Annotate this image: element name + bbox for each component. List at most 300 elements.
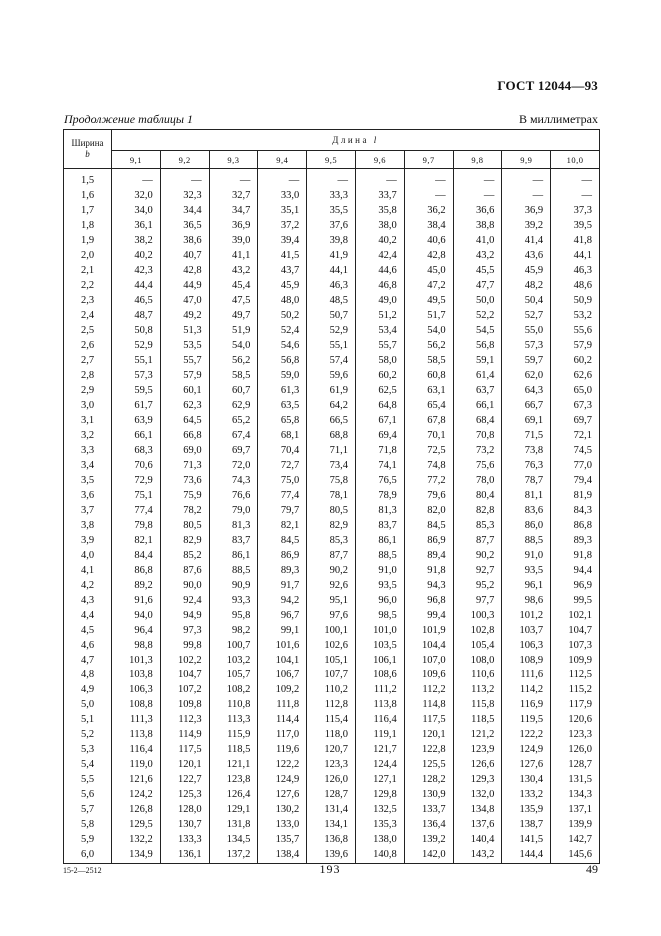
area-value-cell: 98,5 <box>355 609 404 624</box>
area-value-cell: 134,9 <box>112 848 161 863</box>
width-value-cell: 3,2 <box>64 429 112 444</box>
area-value-cell: 80,5 <box>307 504 356 519</box>
area-value-cell: 85,3 <box>307 534 356 549</box>
table-row <box>64 219 600 234</box>
area-value-cell: 57,3 <box>502 339 551 354</box>
area-value-cell: 120,1 <box>160 758 209 773</box>
area-value-cell: 71,8 <box>355 444 404 459</box>
area-value-cell: 39,5 <box>551 219 600 234</box>
area-value-cell: 35,1 <box>258 204 307 219</box>
area-value-cell: 108,2 <box>209 683 258 698</box>
area-value-cell: 33,3 <box>307 189 356 204</box>
area-value-cell: 107,2 <box>160 683 209 698</box>
area-value-cell: 99,5 <box>551 594 600 609</box>
area-value-cell: 37,3 <box>551 204 600 219</box>
area-value-cell: 94,0 <box>112 609 161 624</box>
area-value-cell: 32,3 <box>160 189 209 204</box>
area-value-cell: 126,4 <box>209 788 258 803</box>
area-value-cell: 50,2 <box>258 309 307 324</box>
length-column-header: 9,9 <box>502 151 551 169</box>
area-value-cell: 111,8 <box>258 698 307 713</box>
area-value-cell: 97,7 <box>453 594 502 609</box>
table-row <box>64 564 600 579</box>
area-value-cell: 72,5 <box>404 444 453 459</box>
area-value-cell: 121,2 <box>453 728 502 743</box>
area-value-cell: 78,7 <box>502 474 551 489</box>
length-column-header: 9,5 <box>307 151 356 169</box>
width-value-cell: 2,2 <box>64 279 112 294</box>
area-value-cell: 117,5 <box>160 743 209 758</box>
area-value-cell: 68,4 <box>453 414 502 429</box>
area-value-cell: 98,2 <box>209 624 258 639</box>
area-value-cell: 43,6 <box>502 249 551 264</box>
area-value-cell: 33,0 <box>258 189 307 204</box>
area-value-cell: 116,4 <box>112 743 161 758</box>
area-value-cell: 124,9 <box>258 773 307 788</box>
area-value-cell: 95,1 <box>307 594 356 609</box>
area-value-cell: 79,8 <box>112 519 161 534</box>
table-row <box>64 818 600 833</box>
area-value-cell: 75,6 <box>453 459 502 474</box>
area-value-cell: 137,1 <box>551 803 600 818</box>
area-value-cell: — <box>112 169 161 189</box>
area-value-cell: 108,0 <box>453 654 502 669</box>
area-value-cell: 94,9 <box>160 609 209 624</box>
area-value-cell: 129,5 <box>112 818 161 833</box>
area-value-cell: 41,0 <box>453 234 502 249</box>
area-value-cell: 129,1 <box>209 803 258 818</box>
area-value-cell: 66,7 <box>502 399 551 414</box>
area-value-cell: 86,9 <box>404 534 453 549</box>
area-value-cell: 96,8 <box>404 594 453 609</box>
area-value-cell: — <box>160 169 209 189</box>
area-value-cell: 125,5 <box>404 758 453 773</box>
table-row <box>64 579 600 594</box>
page-number: 49 <box>586 862 598 876</box>
area-value-cell: 134,1 <box>307 818 356 833</box>
area-value-cell: 48,7 <box>112 309 161 324</box>
area-value-cell: 91,0 <box>502 549 551 564</box>
area-value-cell: 51,9 <box>209 324 258 339</box>
area-value-cell: 116,4 <box>355 713 404 728</box>
area-value-cell: 128,7 <box>551 758 600 773</box>
length-header-symbol: l <box>373 135 379 145</box>
area-value-cell: — <box>502 169 551 189</box>
width-value-cell: 4,5 <box>64 624 112 639</box>
area-value-cell: 64,3 <box>502 384 551 399</box>
area-value-cell: 62,0 <box>502 369 551 384</box>
area-value-cell: 59,7 <box>502 354 551 369</box>
area-value-cell: 127,6 <box>502 758 551 773</box>
area-value-cell: 127,6 <box>258 788 307 803</box>
area-value-cell: 82,8 <box>453 504 502 519</box>
area-value-cell: 99,4 <box>404 609 453 624</box>
area-value-cell: 71,5 <box>502 429 551 444</box>
area-value-cell: 54,0 <box>209 339 258 354</box>
area-value-cell: 135,7 <box>258 833 307 848</box>
table-row <box>64 504 600 519</box>
area-value-cell: 43,7 <box>258 264 307 279</box>
table-row <box>64 354 600 369</box>
length-column-header: 10,0 <box>551 151 600 169</box>
area-value-cell: 35,8 <box>355 204 404 219</box>
area-value-cell: 66,5 <box>307 414 356 429</box>
area-value-cell: 37,2 <box>258 219 307 234</box>
area-value-cell: 139,9 <box>551 818 600 833</box>
area-value-cell: 142,0 <box>404 848 453 863</box>
area-value-cell: 145,6 <box>551 848 600 863</box>
width-value-cell: 5,4 <box>64 758 112 773</box>
table-row <box>64 429 600 444</box>
length-column-header: 9,6 <box>355 151 404 169</box>
area-value-cell: 113,8 <box>355 698 404 713</box>
area-value-cell: 101,6 <box>258 639 307 654</box>
area-value-cell: 133,0 <box>258 818 307 833</box>
table-row <box>64 169 600 189</box>
area-value-cell: 89,3 <box>551 534 600 549</box>
width-value-cell: 4,7 <box>64 654 112 669</box>
width-value-cell: 2,4 <box>64 309 112 324</box>
width-value-cell: 3,6 <box>64 489 112 504</box>
area-value-cell: 59,6 <box>307 369 356 384</box>
area-value-cell: 46,3 <box>551 264 600 279</box>
area-value-cell: 82,9 <box>160 534 209 549</box>
area-value-cell: 72,9 <box>112 474 161 489</box>
area-value-cell: 53,5 <box>160 339 209 354</box>
area-value-cell: 80,5 <box>160 519 209 534</box>
area-value-cell: 56,2 <box>209 354 258 369</box>
area-value-cell: 92,4 <box>160 594 209 609</box>
area-value-cell: 134,8 <box>453 803 502 818</box>
area-value-cell: 36,6 <box>453 204 502 219</box>
area-value-cell: 49,5 <box>404 294 453 309</box>
area-value-cell: 60,1 <box>160 384 209 399</box>
area-value-cell: 47,7 <box>453 279 502 294</box>
area-value-cell: 129,8 <box>355 788 404 803</box>
table-row <box>64 369 600 384</box>
area-value-cell: 34,7 <box>209 204 258 219</box>
area-value-cell: 102,2 <box>160 654 209 669</box>
area-value-cell: 59,0 <box>258 369 307 384</box>
area-value-cell: 105,1 <box>307 654 356 669</box>
area-value-cell: 65,4 <box>404 399 453 414</box>
area-value-cell: 130,7 <box>160 818 209 833</box>
area-value-cell: 45,9 <box>258 279 307 294</box>
table-row <box>64 249 600 264</box>
area-value-cell: 109,2 <box>258 683 307 698</box>
area-value-cell: 108,8 <box>112 698 161 713</box>
area-value-cell: 38,0 <box>355 219 404 234</box>
area-value-cell: 104,7 <box>551 624 600 639</box>
area-value-cell: 103,5 <box>355 639 404 654</box>
area-value-cell: 49,2 <box>160 309 209 324</box>
area-value-cell: 61,3 <box>258 384 307 399</box>
width-value-cell: 5,7 <box>64 803 112 818</box>
area-value-cell: — <box>453 169 502 189</box>
area-value-cell: 137,6 <box>453 818 502 833</box>
area-value-cell: 52,4 <box>258 324 307 339</box>
area-value-cell: 117,0 <box>258 728 307 743</box>
area-value-cell: 89,3 <box>258 564 307 579</box>
units-note: В миллиметрах <box>518 112 598 126</box>
area-value-cell: 41,8 <box>551 234 600 249</box>
table-row <box>64 204 600 219</box>
area-value-cell: 55,7 <box>355 339 404 354</box>
area-value-cell: 103,7 <box>502 624 551 639</box>
area-value-cell: 135,9 <box>502 803 551 818</box>
area-value-cell: 127,1 <box>355 773 404 788</box>
area-value-cell: 79,6 <box>404 489 453 504</box>
width-value-cell: 5,1 <box>64 713 112 728</box>
width-value-cell: 4,2 <box>64 579 112 594</box>
width-value-cell: 3,8 <box>64 519 112 534</box>
area-value-cell: 44,6 <box>355 264 404 279</box>
area-value-cell: 44,1 <box>307 264 356 279</box>
area-value-cell: 97,3 <box>160 624 209 639</box>
area-value-cell: 118,5 <box>209 743 258 758</box>
table-row <box>64 758 600 773</box>
area-value-cell: — <box>551 189 600 204</box>
area-value-cell: 140,8 <box>355 848 404 863</box>
area-value-cell: 72,0 <box>209 459 258 474</box>
area-value-cell: 81,9 <box>551 489 600 504</box>
width-value-cell: 4,8 <box>64 668 112 683</box>
area-value-cell: 61,7 <box>112 399 161 414</box>
area-value-cell: 103,2 <box>209 654 258 669</box>
area-value-cell: 103,8 <box>112 668 161 683</box>
area-value-cell: 90,2 <box>307 564 356 579</box>
area-value-cell: 86,0 <box>502 519 551 534</box>
area-value-cell: 40,7 <box>160 249 209 264</box>
area-value-cell: 46,8 <box>355 279 404 294</box>
area-value-cell: 43,2 <box>209 264 258 279</box>
area-value-cell: 53,2 <box>551 309 600 324</box>
area-value-cell: 62,3 <box>160 399 209 414</box>
area-value-cell: 45,0 <box>404 264 453 279</box>
width-value-cell: 1,9 <box>64 234 112 249</box>
area-value-cell: 48,2 <box>502 279 551 294</box>
area-value-cell: 83,6 <box>502 504 551 519</box>
area-value-cell: 91,6 <box>112 594 161 609</box>
table-row <box>64 384 600 399</box>
area-value-cell: 34,4 <box>160 204 209 219</box>
area-value-cell: 81,3 <box>209 519 258 534</box>
area-value-cell: 36,5 <box>160 219 209 234</box>
area-value-cell: 86,1 <box>209 549 258 564</box>
area-value-cell: 45,4 <box>209 279 258 294</box>
area-value-cell: 119,0 <box>112 758 161 773</box>
area-value-cell: 36,1 <box>112 219 161 234</box>
area-value-cell: 78,1 <box>307 489 356 504</box>
width-header-label: Ширина <box>71 138 104 148</box>
area-value-cell: 40,2 <box>112 249 161 264</box>
table-row <box>64 309 600 324</box>
area-value-cell: 57,9 <box>160 369 209 384</box>
area-value-cell: 78,0 <box>453 474 502 489</box>
area-value-cell: 89,2 <box>112 579 161 594</box>
width-value-cell: 5,8 <box>64 818 112 833</box>
area-value-cell: 70,8 <box>453 429 502 444</box>
area-value-cell: 58,5 <box>404 354 453 369</box>
width-value-cell: 2,6 <box>64 339 112 354</box>
area-value-cell: 50,9 <box>551 294 600 309</box>
area-value-cell: 58,5 <box>209 369 258 384</box>
area-value-cell: 73,2 <box>453 444 502 459</box>
area-value-cell: 88,5 <box>502 534 551 549</box>
area-value-cell: 120,6 <box>551 713 600 728</box>
area-value-cell: 73,6 <box>160 474 209 489</box>
area-value-cell: 41,4 <box>502 234 551 249</box>
area-value-cell: 142,7 <box>551 833 600 848</box>
area-value-cell: 38,6 <box>160 234 209 249</box>
area-value-cell: 132,5 <box>355 803 404 818</box>
area-value-cell: 131,5 <box>551 773 600 788</box>
area-value-cell: 83,7 <box>209 534 258 549</box>
area-value-cell: 113,3 <box>209 713 258 728</box>
area-value-cell: 68,1 <box>258 429 307 444</box>
area-value-cell: 54,5 <box>453 324 502 339</box>
area-value-cell: 64,2 <box>307 399 356 414</box>
area-value-cell: 104,1 <box>258 654 307 669</box>
area-value-cell: 134,3 <box>551 788 600 803</box>
area-value-cell: 82,1 <box>258 519 307 534</box>
area-value-cell: 70,4 <box>258 444 307 459</box>
area-value-cell: 66,1 <box>112 429 161 444</box>
area-value-cell: 51,7 <box>404 309 453 324</box>
area-value-cell: 107,3 <box>551 639 600 654</box>
area-value-cell: 107,7 <box>307 668 356 683</box>
area-value-cell: 74,1 <box>355 459 404 474</box>
area-value-cell: 77,2 <box>404 474 453 489</box>
area-value-cell: 140,4 <box>453 833 502 848</box>
area-value-cell: 32,0 <box>112 189 161 204</box>
area-value-cell: 94,3 <box>404 579 453 594</box>
area-value-cell: 100,1 <box>307 624 356 639</box>
area-value-cell: 38,8 <box>453 219 502 234</box>
table-row <box>64 624 600 639</box>
table-row <box>64 294 600 309</box>
area-value-cell: 119,5 <box>502 713 551 728</box>
table-continuation-caption: Продолжение таблицы 1 <box>64 112 194 126</box>
area-value-cell: — <box>355 169 404 189</box>
area-value-cell: 98,8 <box>112 639 161 654</box>
area-value-cell: 45,9 <box>502 264 551 279</box>
area-value-cell: 121,6 <box>112 773 161 788</box>
area-value-cell: 118,5 <box>453 713 502 728</box>
width-value-cell: 5,3 <box>64 743 112 758</box>
area-value-cell: 91,8 <box>551 549 600 564</box>
area-value-cell: 91,7 <box>258 579 307 594</box>
area-value-cell: 139,2 <box>404 833 453 848</box>
area-value-cell: 117,9 <box>551 698 600 713</box>
area-value-cell: 50,0 <box>453 294 502 309</box>
area-value-cell: 78,9 <box>355 489 404 504</box>
area-value-cell: 54,0 <box>404 324 453 339</box>
area-value-cell: 87,6 <box>160 564 209 579</box>
area-value-cell: 141,5 <box>502 833 551 848</box>
width-value-cell: 3,1 <box>64 414 112 429</box>
area-value-cell: 109,6 <box>404 668 453 683</box>
area-value-cell: 114,4 <box>258 713 307 728</box>
area-value-cell: 52,7 <box>502 309 551 324</box>
area-value-cell: 45,5 <box>453 264 502 279</box>
area-value-cell: 111,6 <box>502 668 551 683</box>
area-value-cell: 97,6 <box>307 609 356 624</box>
area-value-cell: 95,2 <box>453 579 502 594</box>
area-value-cell: 106,3 <box>502 639 551 654</box>
area-value-cell: 115,2 <box>551 683 600 698</box>
area-value-cell: 90,2 <box>453 549 502 564</box>
area-value-cell: 47,0 <box>160 294 209 309</box>
area-value-cell: 120,7 <box>307 743 356 758</box>
area-value-cell: 133,7 <box>404 803 453 818</box>
area-value-cell: — <box>209 169 258 189</box>
width-value-cell: 3,5 <box>64 474 112 489</box>
area-value-cell: 129,3 <box>453 773 502 788</box>
area-value-cell: 92,6 <box>307 579 356 594</box>
area-value-cell: 112,2 <box>404 683 453 698</box>
area-value-cell: 104,4 <box>404 639 453 654</box>
width-value-cell: 2,8 <box>64 369 112 384</box>
area-value-cell: 63,1 <box>404 384 453 399</box>
area-value-cell: 132,2 <box>112 833 161 848</box>
area-value-cell: 89,4 <box>404 549 453 564</box>
area-value-cell: 102,6 <box>307 639 356 654</box>
length-column-header: 9,7 <box>404 151 453 169</box>
table-row <box>64 264 600 279</box>
width-header-symbol: b <box>85 149 90 159</box>
area-value-cell: 123,8 <box>209 773 258 788</box>
area-value-cell: 84,5 <box>404 519 453 534</box>
area-value-cell: 77,0 <box>551 459 600 474</box>
area-value-cell: 114,9 <box>160 728 209 743</box>
area-value-cell: 130,2 <box>258 803 307 818</box>
area-value-cell: 42,3 <box>112 264 161 279</box>
area-value-cell: 122,2 <box>502 728 551 743</box>
area-value-cell: 67,4 <box>209 429 258 444</box>
area-value-cell: 47,5 <box>209 294 258 309</box>
area-value-cell: 44,4 <box>112 279 161 294</box>
area-value-cell: 61,4 <box>453 369 502 384</box>
area-value-cell: 128,2 <box>404 773 453 788</box>
area-value-cell: 123,3 <box>551 728 600 743</box>
area-value-cell: 38,2 <box>112 234 161 249</box>
area-value-cell: 104,7 <box>160 668 209 683</box>
area-value-cell: 46,3 <box>307 279 356 294</box>
width-value-cell: 4,0 <box>64 549 112 564</box>
area-value-cell: 108,6 <box>355 668 404 683</box>
table-row <box>64 639 600 654</box>
area-value-cell: 63,7 <box>453 384 502 399</box>
area-value-cell: 91,8 <box>404 564 453 579</box>
width-value-cell: 4,4 <box>64 609 112 624</box>
length-columns-row <box>64 151 600 169</box>
area-value-cell: 76,3 <box>502 459 551 474</box>
area-value-cell: 77,4 <box>258 489 307 504</box>
table-row <box>64 788 600 803</box>
area-value-cell: 41,9 <box>307 249 356 264</box>
area-value-cell: 122,7 <box>160 773 209 788</box>
area-value-cell: 60,2 <box>355 369 404 384</box>
area-value-cell: 39,8 <box>307 234 356 249</box>
area-value-cell: 56,8 <box>453 339 502 354</box>
table-row <box>64 743 600 758</box>
area-value-cell: 79,0 <box>209 504 258 519</box>
area-value-cell: 93,5 <box>502 564 551 579</box>
area-value-cell: 123,9 <box>453 743 502 758</box>
area-value-cell: 32,7 <box>209 189 258 204</box>
area-value-cell: 51,2 <box>355 309 404 324</box>
